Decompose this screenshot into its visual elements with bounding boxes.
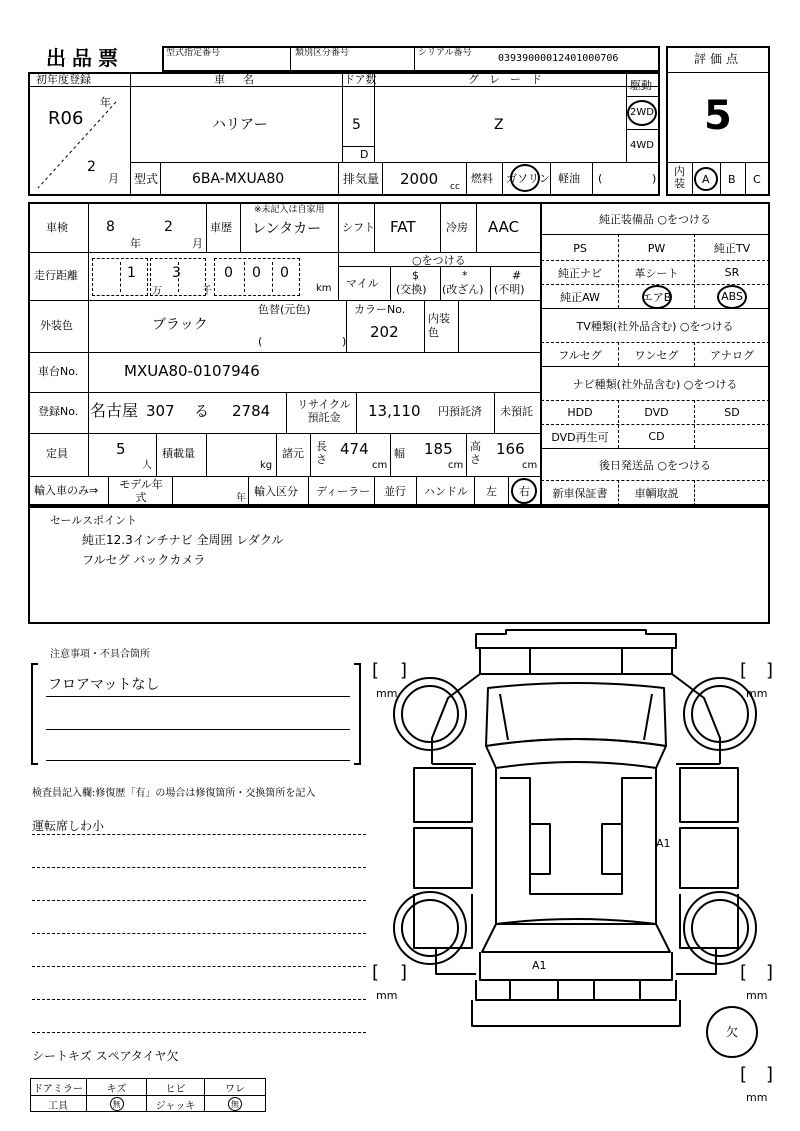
equip-airbag: エアB bbox=[641, 290, 672, 304]
exchange-label: (交換) bbox=[396, 283, 427, 296]
interior-c: C bbox=[753, 173, 761, 186]
abs-circle bbox=[717, 285, 747, 309]
width-label: 幅 bbox=[394, 447, 405, 460]
grade-label: グレード bbox=[468, 73, 552, 86]
height-label: 高さ bbox=[470, 440, 481, 466]
caution-label: 注意事項・不具合箇所 bbox=[50, 649, 150, 660]
tools-jack: ジャッキ bbox=[155, 1100, 196, 1112]
inspection-year-unit: 年 bbox=[130, 237, 141, 250]
tools-tool-value: 無 bbox=[112, 1099, 121, 1109]
serial-label: シリアル番号 bbox=[418, 48, 472, 58]
later-warranty: 新車保証書 bbox=[552, 487, 608, 500]
later-manual: 車輌取説 bbox=[634, 487, 679, 500]
tamper-label: (改ざん) bbox=[442, 283, 484, 296]
right-circle bbox=[511, 478, 537, 504]
genuine-label: 純正装備品 ○をつける bbox=[598, 213, 712, 226]
repaint-paren-close: ) bbox=[342, 335, 347, 348]
mark-a1-rear: A1 bbox=[532, 959, 547, 972]
drive-2wd: 2WD bbox=[630, 107, 654, 118]
right-label: 右 bbox=[519, 485, 530, 498]
color-no-label: カラーNo. bbox=[354, 303, 406, 316]
fuel-paren-close: ) bbox=[652, 172, 657, 185]
height-unit: cm bbox=[522, 460, 538, 471]
import-label: 輸入車のみ⇒ bbox=[34, 484, 99, 497]
interior-b: B bbox=[728, 173, 736, 186]
mm-spare: mm bbox=[746, 1091, 768, 1104]
tools-jack-value: 無 bbox=[231, 1099, 239, 1109]
sales-line-2: フルセグ バックカメラ bbox=[82, 553, 206, 567]
form-title: 出品票 bbox=[46, 46, 124, 70]
car-name-label: 車名 bbox=[214, 73, 272, 86]
bracket-fr-open: [ bbox=[740, 660, 748, 681]
mileage-digit-5: 0 bbox=[280, 265, 289, 281]
load-unit: kg bbox=[260, 460, 273, 471]
chassis-label: 車台No. bbox=[38, 365, 79, 378]
inspection-label: 車検 bbox=[46, 221, 68, 234]
repaint-label: 色替(元色) bbox=[258, 303, 311, 316]
inspector-label: 検査員記入欄:修復歴「有」の場合は修復箇所・交換箇所を記入 bbox=[32, 788, 316, 799]
mileage-digit-2: 3 bbox=[172, 265, 181, 281]
equip-navi: 純正ナビ bbox=[558, 266, 602, 280]
equip-ps: PS bbox=[573, 241, 587, 255]
shift-value: FAT bbox=[390, 218, 416, 236]
shift-label: シフト bbox=[342, 221, 375, 234]
model-year-unit: 年 bbox=[236, 493, 246, 504]
tools-break: ワレ bbox=[225, 1083, 245, 1095]
displacement-value: 2000 bbox=[400, 170, 439, 188]
interior-color-label: 内装色 bbox=[428, 312, 450, 339]
tools-scratch: キズ bbox=[106, 1083, 127, 1095]
chassis-value: MXUA80-0107946 bbox=[124, 362, 260, 380]
tv-oneseg: ワンセグ bbox=[634, 348, 679, 362]
interior-label: 内装 bbox=[674, 165, 685, 190]
bracket-fr-close: ] bbox=[766, 660, 774, 681]
airbag-circle bbox=[642, 285, 672, 309]
reg-class: 307 bbox=[146, 402, 175, 420]
star-sym: * bbox=[462, 269, 468, 282]
recycle-no: 未預託 bbox=[500, 405, 533, 418]
inspection-month-unit: 月 bbox=[192, 237, 203, 250]
ac-label: 冷房 bbox=[446, 221, 468, 234]
fuel-paren-open: ( bbox=[598, 172, 603, 185]
displacement-label: 排気量 bbox=[343, 172, 380, 186]
inspection-month: 2 bbox=[164, 219, 173, 235]
light-oil: 軽油 bbox=[558, 172, 580, 185]
history-label: 車歴 bbox=[210, 221, 232, 234]
bracket-spare-close: ] bbox=[766, 1064, 774, 1085]
reg-label: 登録No. bbox=[38, 405, 79, 418]
fuel-value: ガソリン bbox=[506, 172, 550, 185]
caution-line-1: フロアマットなし bbox=[48, 677, 160, 693]
bracket-rl-open: [ bbox=[372, 962, 380, 983]
width-unit: cm bbox=[448, 460, 464, 471]
year-unit: 年 bbox=[100, 96, 111, 109]
recycle-unit: 円預託済 bbox=[438, 405, 482, 418]
drive-label: 駆動 bbox=[630, 79, 652, 92]
class-number-label: 類別区分番号 bbox=[295, 48, 350, 58]
equip-leather: 革シート bbox=[634, 266, 679, 280]
sen-unit: 千 bbox=[202, 286, 212, 297]
unknown-label: (不明) bbox=[494, 283, 525, 296]
reg-area: 名古屋 bbox=[90, 401, 139, 420]
navi-sd: SD bbox=[724, 406, 740, 419]
spare-mark: 欠 bbox=[726, 1025, 739, 1039]
hash-sym: # bbox=[512, 269, 522, 282]
interior-a-circle bbox=[694, 167, 718, 191]
inspection-year: 8 bbox=[106, 219, 115, 235]
doors-value: 5 bbox=[352, 117, 361, 133]
grade-value: Z bbox=[494, 117, 504, 133]
recycle-label: リサイクル預託金 bbox=[297, 398, 351, 424]
bracket-fl-close: ] bbox=[400, 660, 408, 681]
doors-type: D bbox=[360, 148, 369, 161]
tv-fullseg: フルセグ bbox=[558, 348, 602, 362]
navi-hdd: HDD bbox=[567, 406, 593, 419]
car-name: ハリアー bbox=[212, 117, 268, 133]
sales-line-1: 純正12.3インチナビ 全周囲 レダクル bbox=[82, 533, 284, 547]
mm-rr: mm bbox=[746, 989, 768, 1002]
bracket-rr-close: ] bbox=[766, 962, 774, 983]
left-label: 左 bbox=[486, 485, 497, 498]
history-note: ※未記入は自家用 bbox=[254, 205, 325, 215]
displacement-unit: cc bbox=[450, 182, 460, 192]
navi-dvd: DVD bbox=[644, 406, 669, 419]
exterior-label: 外装色 bbox=[40, 319, 73, 332]
load-label: 積載量 bbox=[162, 447, 195, 460]
length-unit: cm bbox=[372, 460, 388, 471]
equip-abs: ABS bbox=[721, 290, 743, 303]
drive-4wd: 4WD bbox=[630, 140, 654, 151]
sales-label: セールスポイント bbox=[50, 514, 138, 527]
length-value: 474 bbox=[340, 440, 369, 458]
capacity-unit: 人 bbox=[142, 460, 152, 471]
mileage-hint: ○をつける bbox=[412, 254, 466, 267]
dvd-play: DVD再生可 bbox=[551, 430, 609, 444]
dvd-cd: CD bbox=[648, 430, 665, 443]
tv-analog: アナログ bbox=[710, 348, 754, 362]
month-value: 2 bbox=[87, 159, 96, 175]
navi-label: ナビ種類(社外品含む) ○をつける bbox=[572, 378, 738, 391]
tools-mirror: ドアミラー bbox=[33, 1083, 83, 1095]
height-value: 166 bbox=[496, 440, 525, 458]
doors-label: ドア数 bbox=[344, 73, 377, 86]
length-label: 長さ bbox=[316, 440, 327, 466]
dims-label: 諸元 bbox=[282, 447, 304, 460]
mark-a1-right-door: A1 bbox=[656, 837, 671, 850]
history-value: レンタカー bbox=[252, 221, 322, 237]
equip-sr: SR bbox=[724, 266, 740, 279]
man-unit: 万 bbox=[152, 286, 162, 297]
model-label: 型式 bbox=[134, 172, 159, 186]
mileage-digit-3: 0 bbox=[224, 265, 233, 281]
inspector-line-1: 運転席しわ小 bbox=[32, 819, 105, 833]
capacity-label: 定員 bbox=[46, 447, 68, 460]
later-label: 後日発送品 ○をつける bbox=[598, 459, 712, 472]
fuel-label: 燃料 bbox=[471, 172, 493, 185]
serial-value: 03939000012401000706 bbox=[498, 53, 619, 64]
mileage-digit-1: 1 bbox=[127, 265, 136, 281]
bracket-rl-close: ] bbox=[400, 962, 408, 983]
dollar-sym: $ bbox=[412, 269, 419, 282]
date-diagonal bbox=[32, 96, 122, 192]
exterior-value: ブラック bbox=[152, 317, 208, 333]
equip-tv: 純正TV bbox=[713, 242, 751, 255]
equip-aw: 純正AW bbox=[560, 290, 600, 304]
mile-label: マイル bbox=[346, 277, 379, 290]
model-year-label: モデル年式 bbox=[119, 478, 163, 504]
mm-fl: mm bbox=[376, 687, 398, 700]
model-value: 6BA-MXUA80 bbox=[192, 171, 285, 187]
repaint-paren-open: ( bbox=[258, 335, 263, 348]
fuel-circle bbox=[510, 164, 540, 192]
dealer-label: ディーラー bbox=[316, 485, 371, 498]
drive-2wd-circle bbox=[627, 100, 657, 126]
bracket-spare-open: [ bbox=[740, 1064, 748, 1085]
tv-label: TV種類(社外品含む) ○をつける bbox=[576, 320, 734, 333]
score-label: 評価点 bbox=[694, 52, 743, 66]
interior-a: A bbox=[702, 173, 710, 186]
handle-label: ハンドル bbox=[424, 485, 468, 498]
bracket-rr-open: [ bbox=[740, 962, 748, 983]
score-value: 5 bbox=[704, 93, 732, 139]
mileage-label: 走行距離 bbox=[34, 269, 78, 282]
color-no-value: 202 bbox=[370, 323, 399, 341]
km-unit: km bbox=[316, 283, 332, 294]
reg-number: 2784 bbox=[232, 402, 271, 420]
bottom-note: シートキズ スペアタイヤ欠 bbox=[32, 1049, 179, 1063]
mileage-digit-4: 0 bbox=[252, 265, 261, 281]
tools-tool: 工具 bbox=[48, 1100, 68, 1112]
parallel-label: 並行 bbox=[384, 485, 406, 498]
type-designation-label: 型式指定番号 bbox=[166, 48, 221, 58]
reg-kana: る bbox=[194, 402, 210, 420]
first-reg-label: 初年度登録 bbox=[36, 73, 91, 86]
import-type-label: 輸入区分 bbox=[254, 485, 298, 498]
equip-pw: PW bbox=[647, 241, 666, 255]
month-unit: 月 bbox=[108, 172, 119, 185]
width-value: 185 bbox=[424, 440, 453, 458]
bracket-fl-open: [ bbox=[372, 660, 380, 681]
recycle-value: 13,110 bbox=[368, 402, 421, 420]
mm-fr: mm bbox=[746, 687, 768, 700]
ac-value: AAC bbox=[488, 218, 520, 236]
capacity-value: 5 bbox=[116, 440, 126, 458]
tools-crack: ヒビ bbox=[165, 1083, 186, 1095]
mm-rl: mm bbox=[376, 989, 398, 1002]
era-year: R06 bbox=[48, 108, 84, 129]
